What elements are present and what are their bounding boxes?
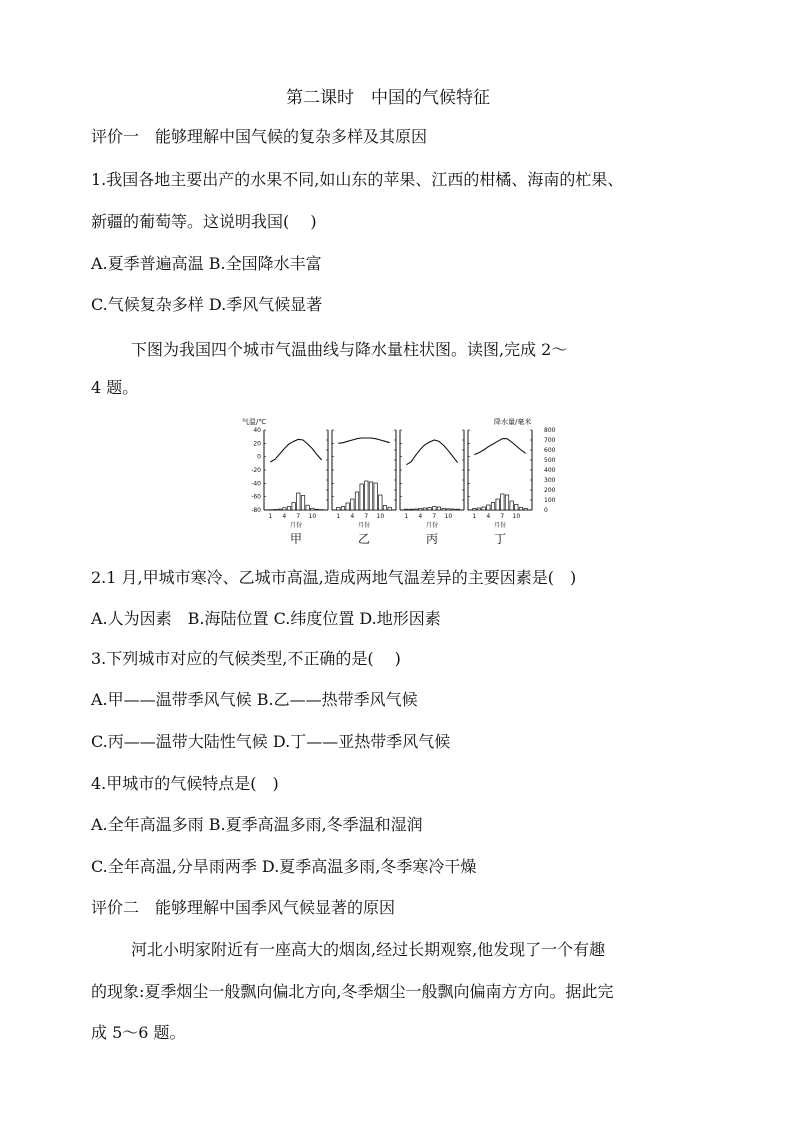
climate-chart: [236, 412, 566, 554]
precip-bar: [428, 508, 431, 511]
question-3: 3.下列城市对应的气候类型,不正确的是( ): [91, 649, 401, 668]
precip-bar: [369, 482, 372, 510]
precip-bar: [451, 509, 454, 510]
question-4: 4.甲城市的气候特点是( ): [91, 774, 279, 793]
month-tick-label: 4: [486, 513, 491, 520]
temp-tick-label: -80: [251, 507, 261, 514]
month-tick-label: 7: [500, 513, 505, 520]
precip-bar: [337, 508, 340, 511]
month-tick-label: 7: [296, 513, 301, 520]
precip-bar: [341, 507, 344, 511]
precip-bar: [292, 503, 295, 511]
precip-bar: [482, 507, 485, 510]
chart-intro-line-1: 下图为我国四个城市气温曲线与降水量柱状图。读图,完成 2～: [131, 340, 568, 359]
city-label: 丁: [493, 532, 507, 546]
temperature-curve: [338, 438, 389, 443]
section1-heading: 评价一 能够理解中国气候的复杂多样及其原因: [91, 127, 428, 146]
precip-tick-label: 0: [544, 507, 548, 514]
precip-bar: [360, 484, 363, 510]
question-1-options-cd: C.气候复杂多样 D.季风气候显著: [91, 295, 323, 314]
temp-tick-label: -20: [251, 467, 261, 474]
precip-bar: [388, 508, 391, 511]
month-tick-label: 4: [418, 513, 423, 520]
temp-tick-label: 20: [253, 440, 261, 448]
paragraph-line-3: 成 5～6 题。: [91, 1023, 186, 1042]
precip-bar: [278, 509, 281, 510]
precip-bar: [355, 492, 358, 510]
precip-bar: [374, 483, 377, 510]
precip-bar: [315, 509, 318, 510]
precip-bar: [287, 507, 290, 511]
precip-bar: [419, 509, 422, 511]
chart-intro-line-2: 4 题。: [91, 378, 139, 397]
precip-bar: [487, 505, 490, 510]
precip-bar: [442, 509, 445, 511]
temp-tick-label: 40: [253, 427, 261, 434]
question-2: 2.1 月,甲城市寒冷、乙城市高温,造成两地气温差异的主要因素是( ): [91, 568, 577, 587]
temperature-curve: [474, 439, 525, 455]
precip-bar: [409, 509, 412, 510]
month-tick-label: 1: [336, 513, 341, 520]
month-tick-label: 4: [350, 513, 355, 520]
month-tick-label: 10: [444, 513, 453, 520]
x-axis-label: 月份: [425, 522, 439, 529]
precip-bar: [496, 499, 499, 510]
precip-bar: [423, 508, 426, 510]
city-label: 丙: [425, 532, 439, 546]
question-4-options-ab: A.全年高温多雨 B.夏季高温多雨,冬季温和湿润: [91, 815, 423, 834]
precip-tick-label: 700: [544, 437, 556, 444]
question-1-options-ab: A.夏季普遍高温 B.全国降水丰富: [91, 254, 322, 273]
precip-bar: [297, 493, 300, 510]
city-label: 乙: [357, 532, 371, 546]
precip-tick-label: 200: [544, 487, 556, 494]
precip-bar: [456, 509, 459, 510]
precip-tick-label: 800: [544, 427, 556, 434]
precip-bar: [524, 509, 527, 511]
page-title: 第二课时 中国的气候特征: [286, 88, 490, 108]
precip-bar: [505, 495, 508, 510]
temp-tick-label: -60: [251, 493, 261, 501]
precip-tick-label: 600: [544, 447, 556, 454]
month-tick-label: 1: [268, 513, 273, 520]
question-3-options-ab: A.甲——温带季风气候 B.乙——热带季风气候: [91, 690, 418, 709]
precip-bar: [510, 501, 513, 510]
precip-bar: [501, 494, 504, 510]
paragraph-line-1: 河北小明家附近有一座高大的烟囱,经过长期观察,他发现了一个有趣: [131, 940, 606, 959]
right-axis-label: 降水量/毫米: [494, 418, 532, 426]
month-tick-label: 10: [512, 513, 521, 520]
temperature-curve: [270, 439, 321, 462]
month-tick-label: 10: [376, 513, 385, 520]
question-2-options: A.人为因素 B.海陆位置 C.纬度位置 D.地形因素: [91, 609, 441, 628]
precip-bar: [405, 509, 408, 510]
precip-bar: [414, 509, 417, 510]
precip-bar: [477, 508, 480, 510]
x-axis-label: 月份: [289, 522, 303, 529]
month-tick-label: 1: [404, 513, 409, 520]
precip-bar: [515, 505, 518, 511]
temp-tick-label: 0: [257, 453, 261, 461]
precip-tick-label: 100: [544, 497, 556, 504]
temperature-curve: [406, 440, 457, 465]
month-tick-label: 1: [472, 513, 477, 520]
precip-bar: [473, 509, 476, 511]
precip-bar: [301, 496, 304, 511]
precip-bar: [491, 503, 494, 511]
x-axis-label: 月份: [493, 522, 507, 529]
precip-bar: [437, 507, 440, 510]
question-1-line-1: 1.我国各地主要出产的水果不同,如山东的苹果、江西的柑橘、海南的杧果、: [91, 170, 624, 189]
paragraph-line-2: 的现象:夏季烟尘一般飘向偏北方向,冬季烟尘一般飘向偏南方方向。据此完: [91, 982, 614, 1001]
question-3-options-cd: C.丙——温带大陆性气候 D.丁——亚热带季风气候: [91, 732, 451, 751]
temp-tick-label: -40: [251, 480, 261, 488]
question-1-line-2: 新疆的葡萄等。这说明我国( ): [91, 212, 317, 231]
precip-bar: [447, 509, 450, 510]
month-tick-label: 4: [282, 513, 287, 520]
x-axis-label: 月份: [357, 522, 371, 529]
precip-bar: [346, 503, 349, 510]
precip-bar: [283, 508, 286, 510]
precip-tick-label: 500: [544, 457, 556, 464]
precip-bar: [311, 508, 314, 510]
precip-tick-label: 400: [544, 467, 556, 474]
precip-bar: [351, 499, 354, 510]
precip-bar: [273, 510, 276, 511]
precip-bar: [365, 481, 368, 510]
precip-bar: [383, 506, 386, 511]
left-axis-label: 气温/℃: [242, 418, 267, 426]
section2-heading: 评价二 能够理解中国季风气候显著的原因: [91, 898, 396, 917]
month-tick-label: 10: [308, 513, 317, 520]
city-label: 甲: [289, 532, 303, 546]
precip-bar: [306, 505, 309, 510]
precip-bar: [379, 495, 382, 510]
precip-tick-label: 300: [544, 477, 556, 484]
precip-bar: [433, 507, 436, 511]
question-4-options-cd: C.全年高温,分旱雨两季 D.夏季高温多雨,冬季寒冷干燥: [91, 857, 477, 876]
month-tick-label: 7: [364, 513, 369, 520]
month-tick-label: 7: [432, 513, 437, 520]
precip-bar: [519, 508, 522, 511]
